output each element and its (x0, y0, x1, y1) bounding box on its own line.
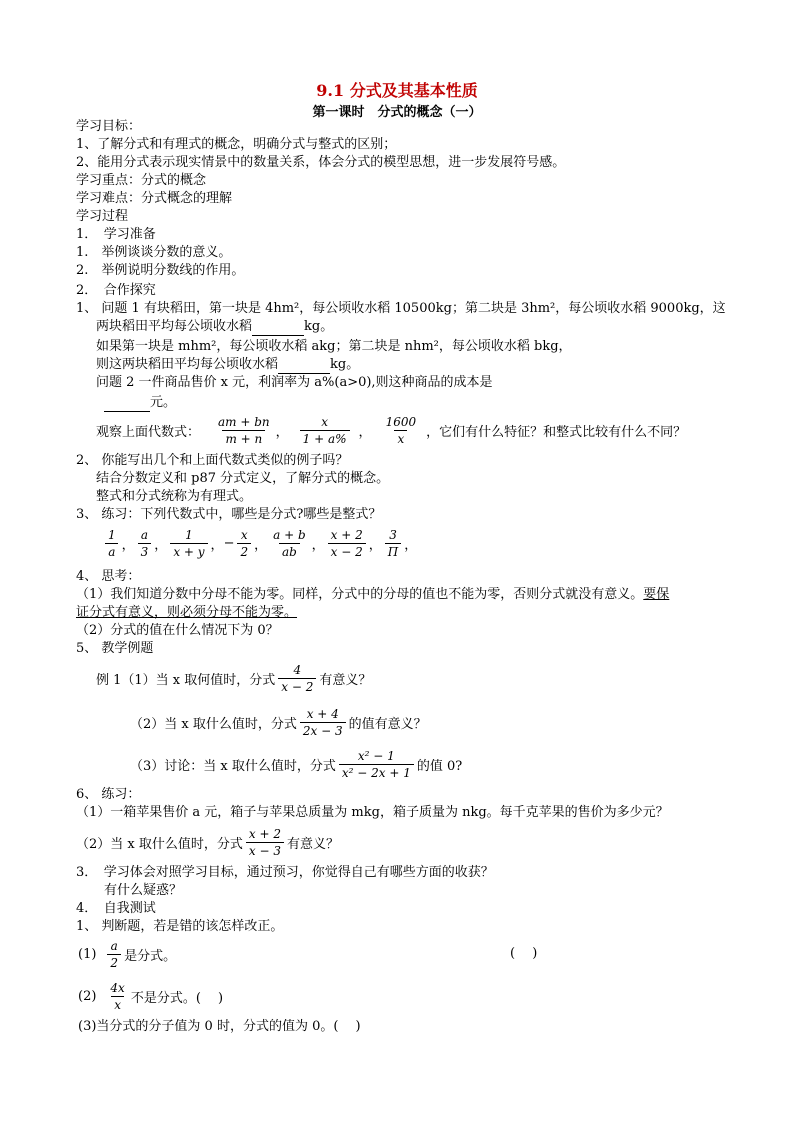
reflect-line-b: 有什么疑惑？ (104, 883, 183, 898)
item-2-line-c: 整式和分式统称为有理式。 (96, 489, 253, 504)
practice-2 (76, 822, 339, 862)
page-title: 9.1 分式及其基本性质 (316, 81, 478, 100)
item-4-think: 4、 思考： (76, 569, 141, 584)
judge-1-answer-paren[interactable]: ( ) (510, 946, 538, 961)
expr-3: $\frac{1}{x + y}$ (170, 527, 207, 560)
observe-question: ，它们有什么特征？和整式比较有什么不同？ (426, 424, 687, 440)
practice-1: （1）一箱苹果售价 a 元，箱子与苹果总质量为 mkg，箱子质量为 nkg。每千克苹果的售价为多少元？ (76, 805, 669, 820)
example-2-text: （2）当 x 取什么值时，分式 (130, 716, 297, 732)
judge-2-fraction: $\frac{4x}{x}$ (110, 980, 125, 1012)
section-cooperate: 2． 合作探究 (76, 283, 156, 298)
goals-heading: 学习目标： (76, 119, 142, 134)
lesson-subtitle: 第一课时 分式的概念（一） (312, 105, 482, 120)
judge-2-text: 不是分式。( ) (130, 990, 224, 1006)
expr-7: $\frac{3}{\Pi}$ (385, 527, 401, 560)
q1d-unit: kg。 (330, 357, 360, 372)
example-1-text: 例 1（1）当 x 取何值时，分式 (96, 672, 276, 688)
judge-3: (3)当分式的分子值为 0 时，分式的值为 0。( ) (78, 1019, 361, 1034)
example-2-fraction: $\frac{x + 4}{2x - 3}$ (300, 706, 346, 739)
difficulty: 学习难点：分式概念的理解 (76, 191, 233, 206)
think-2: （2）分式的值在什么情况下为 0？ (76, 623, 279, 638)
think-1-text: （1）我们知道分数中分母不能为零。同样，分式中的分母的值也不能为零，否则分式就没有意义。 (76, 587, 644, 602)
expr-4: $\frac{x}{2}$ (237, 527, 251, 560)
think-1-line-b (76, 604, 297, 622)
item-3-practice: 3、 练习：下列代数式中，哪些是分式?哪些是整式？ (76, 507, 382, 522)
practice-2-fraction: $\frac{x + 2}{x - 3}$ (246, 826, 284, 859)
judge-heading: 1、 判断题，若是错的该怎样改正。 (76, 919, 284, 934)
section-self-test: 4． 自我测试 (76, 901, 156, 916)
example-1-fraction: $\frac{4}{x - 2}$ (278, 662, 316, 695)
key-point: 学习重点：分式的概念 (76, 173, 207, 188)
example-3-text: （3）讨论：当 x 取什么值时，分式 (130, 758, 336, 774)
expr-6: $\frac{x + 2}{x - 2}$ (328, 527, 366, 560)
think-1-underlined: 要保 (643, 587, 670, 602)
goal-item-1: 1、了解分式和有理式的概念，明确分式与整式的区别； (76, 137, 397, 152)
q1b-text: 两块稻田平均每公顷收水稻 (96, 319, 253, 334)
section-prep: 1． 学习准备 (76, 227, 156, 242)
expr-5: $\frac{a + b}{ab}$ (273, 527, 306, 559)
example-1 (96, 658, 371, 698)
think-1-underlined-b: 证分式有意义，则必须分母不能为零。 (76, 605, 298, 620)
think-1-line-a (76, 586, 669, 604)
process-heading: 学习过程 (76, 209, 129, 224)
item-2-line-b: 结合分数定义和 p87 分式定义，了解分式的概念。 (96, 471, 390, 486)
q1d-text: 则这两块稻田平均每公顷收水稻 (96, 357, 279, 372)
judge-2-label: (2) (78, 988, 97, 1004)
question-1-line-b (96, 318, 333, 336)
observe-text: 观察上面代数式： (96, 424, 201, 440)
judge-1-label: (1) (78, 946, 97, 962)
fraction-observe-2: $\frac{x}{1 + a\%}$ (300, 414, 350, 447)
prep-item-2: 2. 举例说明分数线的作用。 (76, 263, 245, 278)
question-1-line-c: 如果第一块是 mhm²，每公顷收水稻 akg；第二块是 nhm²，每公顷收水稻 bkg， (96, 339, 572, 354)
judge-2 (78, 976, 223, 1016)
expr-2: $\frac{a}{3}$ (138, 527, 152, 560)
practice-expressions: $\frac{1}{a}$ ， $\frac{a}{3}$ ， $\frac{1}{x + y}$ ， − $\frac{x}{2}$ ， $\frac{a + b}{ab}$ ， $\frac{x + 2}{x - 2}$ ， $\frac{3}{\Pi}$ ， (102, 523, 417, 563)
item-2-line-a: 2、 你能写出几个和上面代数式类似的例子吗？ (76, 453, 349, 468)
judge-1-text: 是分式。 (124, 948, 177, 964)
example-3-tail: 的值 0? (416, 758, 463, 774)
example-3-fraction: $\frac{\text{x² − 1}}{\text{x² − 2x + 1}}$ (339, 748, 414, 781)
q2b-unit: 元。 (150, 395, 177, 410)
example-2 (130, 702, 427, 742)
fraction-observe-3: $\frac{1600}{x}$ (385, 414, 417, 446)
example-3 (130, 744, 462, 784)
reflect-line-a: 3． 学习体会对照学习目标，通过预习，你觉得自己有哪些方面的收获？ (76, 865, 494, 880)
expr-1: $\frac{1}{a}$ (105, 527, 119, 560)
prep-item-1: 1. 举例谈谈分数的意义。 (76, 245, 232, 260)
judge-1 (78, 934, 176, 974)
question-1-line-a: 1、 问题 1 有块稻田，第一块是 4hm²，每公顷收水稻 10500kg；第二块是 3hm²，每公顷收水稻 9000kg，这 (76, 301, 726, 316)
practice-2-text: （2）当 x 取什么值时，分式 (76, 836, 243, 852)
observe-line: 观察上面代数式： $\frac{am + bn}{m + n}$ ， $\frac{x}{1 + a\%}$ ， $\frac{1600}{x}$ ，它们有什么特征？和整式比较有什么不同？ (96, 414, 687, 446)
q1b-unit: kg。 (304, 319, 334, 334)
example-1-tail: 有意义？ (319, 672, 372, 688)
question-1-line-d (96, 356, 359, 374)
goal-item-2: 2、能用分式表示现实情景中的数量关系，体会分式的模型思想，进一步发展符号感。 (76, 155, 566, 170)
answer-blank-1[interactable] (252, 335, 304, 336)
example-2-tail: 的值有意义？ (348, 716, 427, 732)
practice-2-tail: 有意义？ (286, 836, 339, 852)
minus-sign: − (223, 535, 235, 551)
fraction-observe-1: $\frac{am + bn}{m + n}$ (218, 414, 270, 446)
item-6-practice: 6、 练习： (76, 787, 141, 802)
item-5-examples: 5、 教学例题 (76, 641, 154, 656)
question-2-line-a: 问题 2 一件商品售价 x 元，利润率为 a%(a>0),则这种商品的成本是 (96, 375, 493, 390)
judge-1-fraction: $\frac{a}{2}$ (107, 938, 121, 971)
